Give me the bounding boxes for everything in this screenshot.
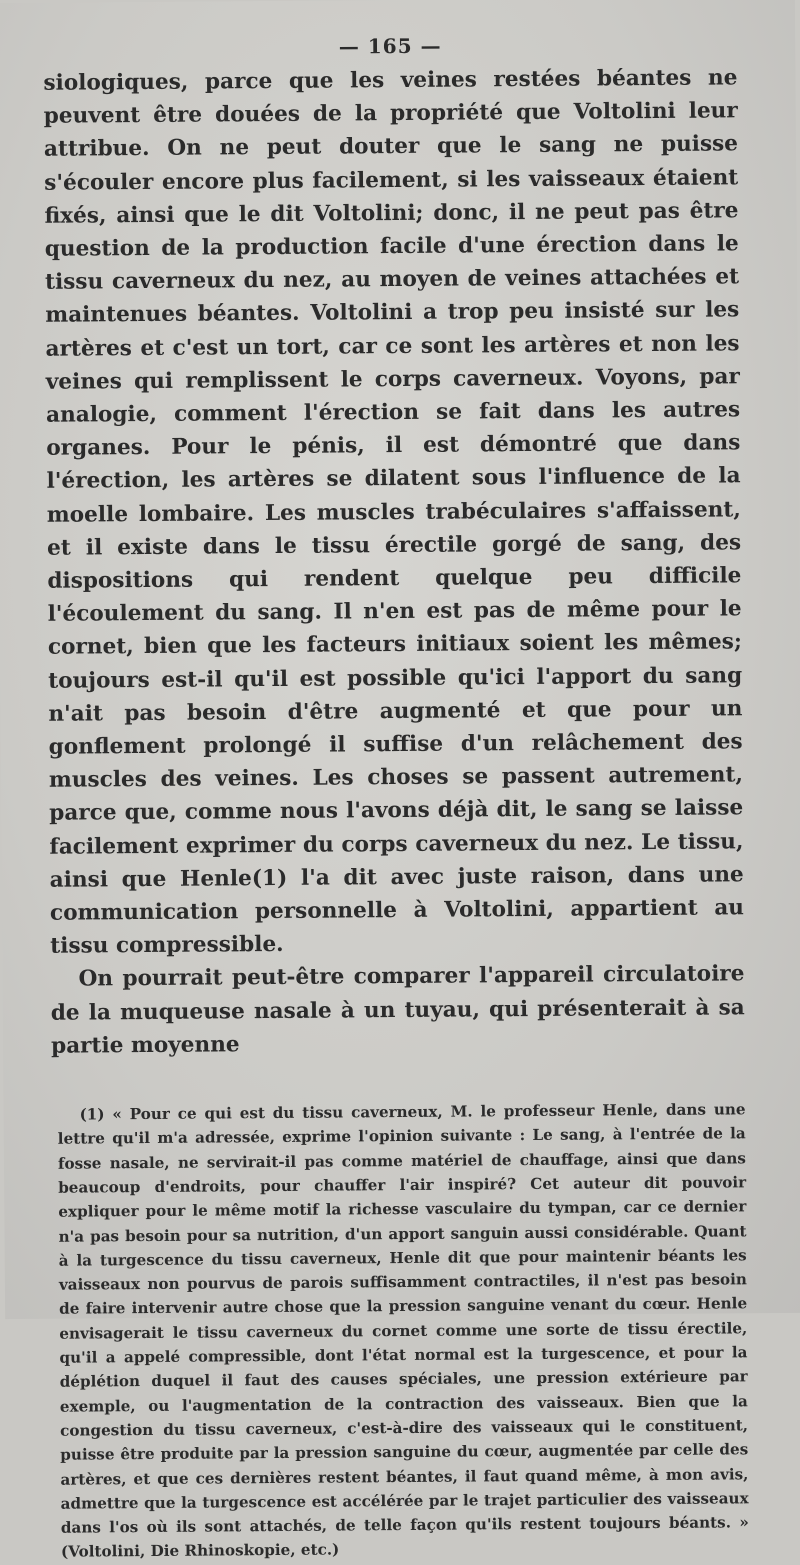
body-paragraph-2: On pourrait peut-être comparer l'appareil circulatoire de la muqueuse nasale à un tuyau, qui présenterait à sa partie moyenne	[50, 961, 745, 1059]
main-text	[43, 61, 745, 1063]
footnote-block	[51, 1097, 749, 1564]
footnote-1: (1) « Pour ce qui est du tissu caverneux, M. le professeur Henle, dans une lettre qu'il m'a adressée, exprime l'opinion suivante : Le sang, à l'entrée de la fosse nasale, ne servirait-il pas comme matériel de chauffage, ainsi que dans beaucoup d'endroits, pour chauffer l'air inspiré? Cet auteur dit pouvoir expliquer pour le même motif la richesse vasculaire du tympan, car ce dernier n'a pas besoin pour sa nutrition, d'un apport sanguin aussi considérable. Quant à la turgescence du tissu caverneux, Henle dit que pour maintenir béants les vaisseaux non pourvus de parois suffisamment contractiles, il n'est pas besoin de faire intervenir autre chose que la pression sanguine venant du cœur. Henle envisagerait le tissu caverneux du cornet comme une sorte de tissu érectile, qu'il a appelé compressible, dont l'état normal est la turgescence, et pour la déplétion duquel il faut des causes spéciales, une pression extérieure par exemple, ou l'augmentation de la contraction des vaisseaux. Bien que la congestion du tissu caverneux, c'est-à-dire des vaisseaux qui le constituent, puisse être produite par la pression sanguine du cœur, augmentée par celle des artères, et que ces dernières restent béantes, il faut quand même, à mon avis, admettre que la turgescence est accélérée par le trajet particulier des vaisseaux dans l'os où ils sont attachés, de telle façon qu'ils restent toujours béants. » (Voltolini, Die Rhinoskopie, etc.)	[57, 1100, 749, 1562]
body-paragraph-1: siologiques, parce que les veines restées béantes ne peuvent être douées de la propriété que Voltolini leur attribue. On ne peut douter que le sang ne puisse s'écouler encore plus facilement, si les vaisseaux étaient fixés, ainsi que le dit Voltolini; donc, il ne peut pas être question de la production facile d'une érection dans le tissu caverneux du nez, au moyen de veines attachées et maintenues béantes. Voltolini a trop peu insisté sur les artères et c'est un tort, car ce sont les artères et non les veines qui remplissent le corps caverneux. Voyons, par analogie, comment l'érection se fait dans les autres organes. Pour le pénis, il est démontré que dans l'érection, les artères se dilatent sous l'influence de la moelle lombaire. Les muscles trabéculaires s'affaissent, et il existe dans le tissu érectile gorgé de sang, des dispositions qui rendent quelque peu difficile l'écoulement du sang. Il n'en est pas de même pour le cornet, bien que les facteurs initiaux soient les mêmes; toujours est-il qu'il est possible qu'ici l'apport du sang n'ait pas besoin d'être augmenté et que pour un gonflement prolongé il suffise d'un relâchement des muscles des veines. Les choses se passent autrement, parce que, comme nous l'avons déjà dit, le sang se laisse facilement exprimer du corps caverneux du nez. Le tissu, ainsi que Henle(1) l'a dit avec juste raison, dans une communication personnelle à Voltolini, appartient au tissu compressible.	[43, 65, 745, 960]
page-number: — 165 —	[338, 33, 442, 59]
